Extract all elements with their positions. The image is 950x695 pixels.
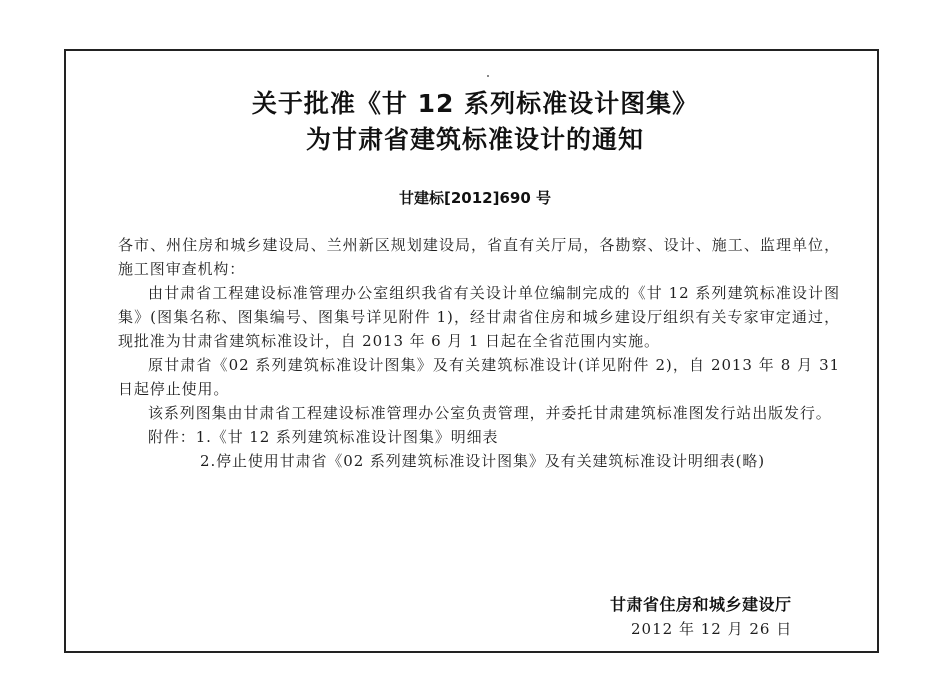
scan-speck [487, 75, 489, 77]
signature-date: 2012 年 12 月 26 日 [631, 620, 793, 638]
document-title-line-2: 为甘肃省建筑标准设计的通知 [305, 125, 644, 154]
paragraph-management: 该系列图集由甘肃省工程建设标准管理办公室负责管理，并委托甘肃建筑标准图发行站出版发行。 [148, 404, 832, 422]
document-body [118, 233, 840, 473]
attachment-item-1: 附件：1.《甘 12 系列建筑标准设计图集》明细表 [148, 428, 499, 446]
paragraph-approval: 由甘肃省工程建设标准管理办公室组织我省有关设计单位编制完成的《甘 12 系列建筑标准设计图集》(图集名称、图集编号、图集号详见附件 1)，经甘肃省住房和城乡建设厅组织有关专家审定通过，现批准为甘肃省建筑标准设计，自 2013 年 6 月 1 日起在全省范围内实施。 [118, 284, 840, 350]
document-number: 甘建标[2012]690 号 [399, 189, 551, 207]
paragraph-discontinue: 原甘肃省《02 系列建筑标准设计图集》及有关建筑标准设计(详见附件 2)，自 2013 年 8 月 31 日起停止使用。 [118, 356, 840, 398]
document-title-line-1: 关于批准《甘 12 系列标准设计图集》 [251, 89, 699, 118]
attachment-item-2: 2.停止使用甘肃省《02 系列建筑标准设计图集》及有关建筑标准设计明细表(略) [200, 452, 765, 470]
addressee: 各市、州住房和城乡建设局、兰州新区规划建设局，省直有关厅局，各勘察、设计、施工、监理单位，施工图审查机构： [118, 236, 840, 278]
signature-organization: 甘肃省住房和城乡建设厅 [610, 595, 792, 614]
